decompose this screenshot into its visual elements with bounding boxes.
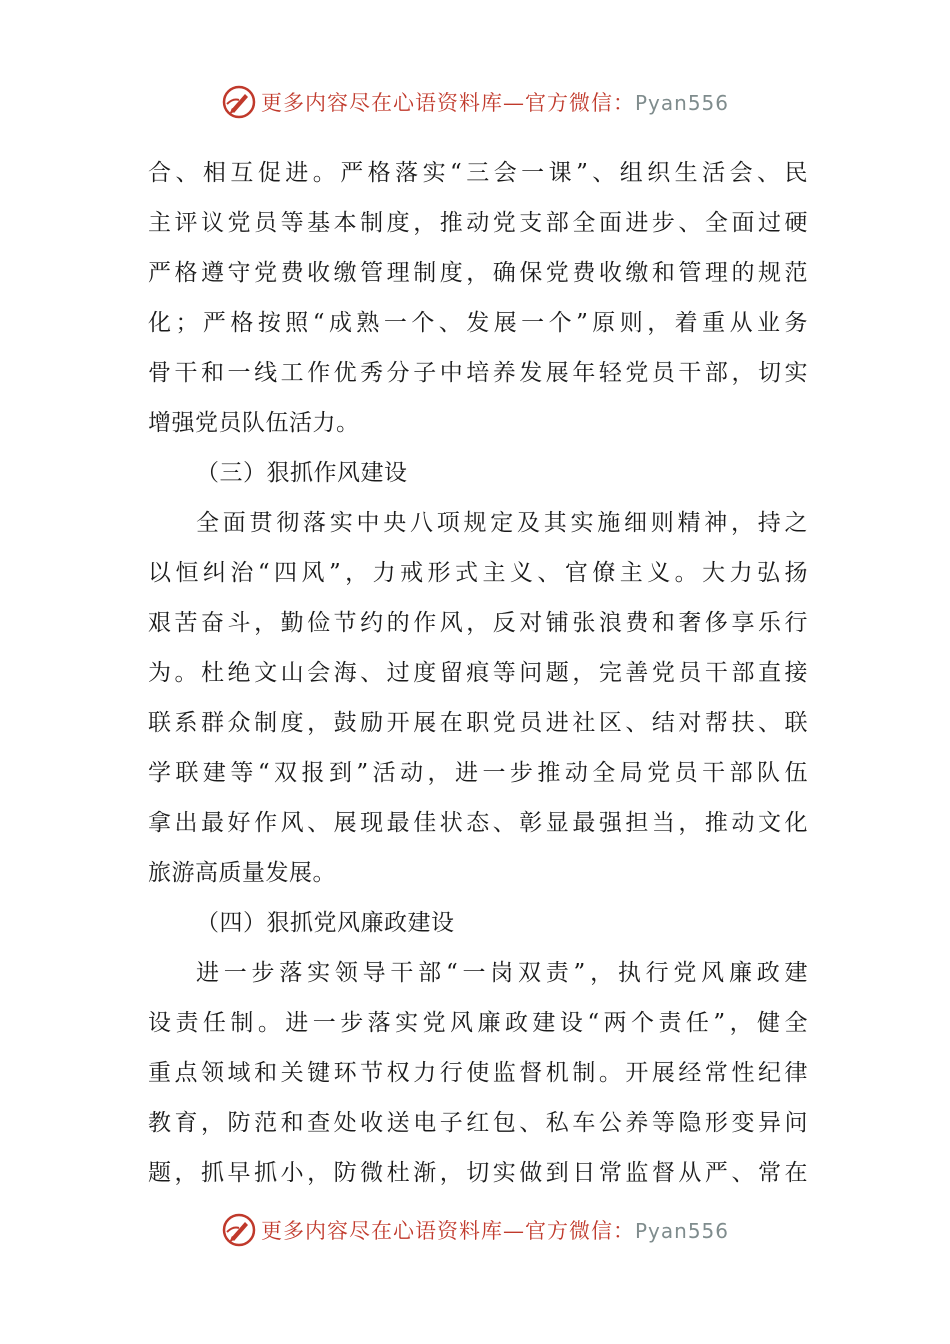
header-wechat-label: 官方微信： (524, 91, 635, 115)
footer-wechat-id: Pyan556 (634, 1219, 729, 1243)
body-line: 设责任制。进一步落实党风廉政建设“两个责任”，健全 (148, 1010, 808, 1036)
section-heading: （三）狠抓作风建设 (196, 460, 408, 486)
body-line: 合、相互促进。严格落实“三会一课”、组织生活会、民 (148, 160, 808, 186)
body-line: 学联建等“双报到”活动，进一步推动全局党员干部队伍 (148, 760, 808, 786)
body-line: 艰苦奋斗，勤俭节约的作风，反对铺张浪费和奢侈享乐行 (148, 610, 808, 636)
header-text (261, 87, 729, 117)
header-title: 更多内容尽在心语资料库 (260, 91, 503, 115)
body-line: 拿出最好作风、展现最佳状态、彰显最强担当，推动文化 (148, 810, 808, 836)
body-line: 全面贯彻落实中央八项规定及其实施细则精神，持之 (196, 510, 808, 536)
body-line: 为。杜绝文山会海、过度留痕等问题，完善党员干部直接 (148, 660, 808, 686)
section-heading: （四）狠抓党风廉政建设 (196, 910, 455, 936)
body-line: 严格遵守党费收缴管理制度，确保党费收缴和管理的规范 (148, 260, 808, 286)
body-line: 重点领域和关键环节权力行使监督机制。开展经常性纪律 (148, 1060, 808, 1086)
body-line: 联系群众制度，鼓励开展在职党员进社区、结对帮扶、联 (148, 710, 808, 736)
document-body (148, 148, 808, 1198)
body-line: 进一步落实领导干部“一岗双责”，执行党风廉政建 (196, 960, 808, 986)
body-line: 教育，防范和查处收送电子红包、私车公养等隐形变异问 (148, 1110, 808, 1136)
header-banner (0, 84, 950, 120)
body-line: 题，抓早抓小，防微杜渐，切实做到日常监督从严、常在 (148, 1160, 808, 1186)
body-line: 以恒纠治“四风”，力戒形式主义、官僚主义。大力弘扬 (148, 560, 808, 586)
pen-logo-icon (221, 84, 257, 120)
body-line: 主评议党员等基本制度，推动党支部全面进步、全面过硬 (148, 210, 808, 236)
footer-title: 更多内容尽在心语资料库 (260, 1219, 503, 1243)
footer-dash: — (502, 1219, 525, 1243)
body-line: 化；严格按照“成熟一个、发展一个”原则，着重从业务 (148, 310, 808, 336)
body-line: 增强党员队伍活力。 (148, 410, 360, 436)
header-dash: — (502, 91, 525, 115)
footer-banner (0, 1212, 950, 1248)
footer-text (261, 1215, 729, 1245)
footer-wechat-label: 官方微信： (524, 1219, 635, 1243)
header-wechat-id: Pyan556 (634, 91, 729, 115)
body-line: 骨干和一线工作优秀分子中培养发展年轻党员干部，切实 (148, 360, 808, 386)
pen-logo-icon (221, 1212, 257, 1248)
body-line: 旅游高质量发展。 (148, 860, 336, 886)
